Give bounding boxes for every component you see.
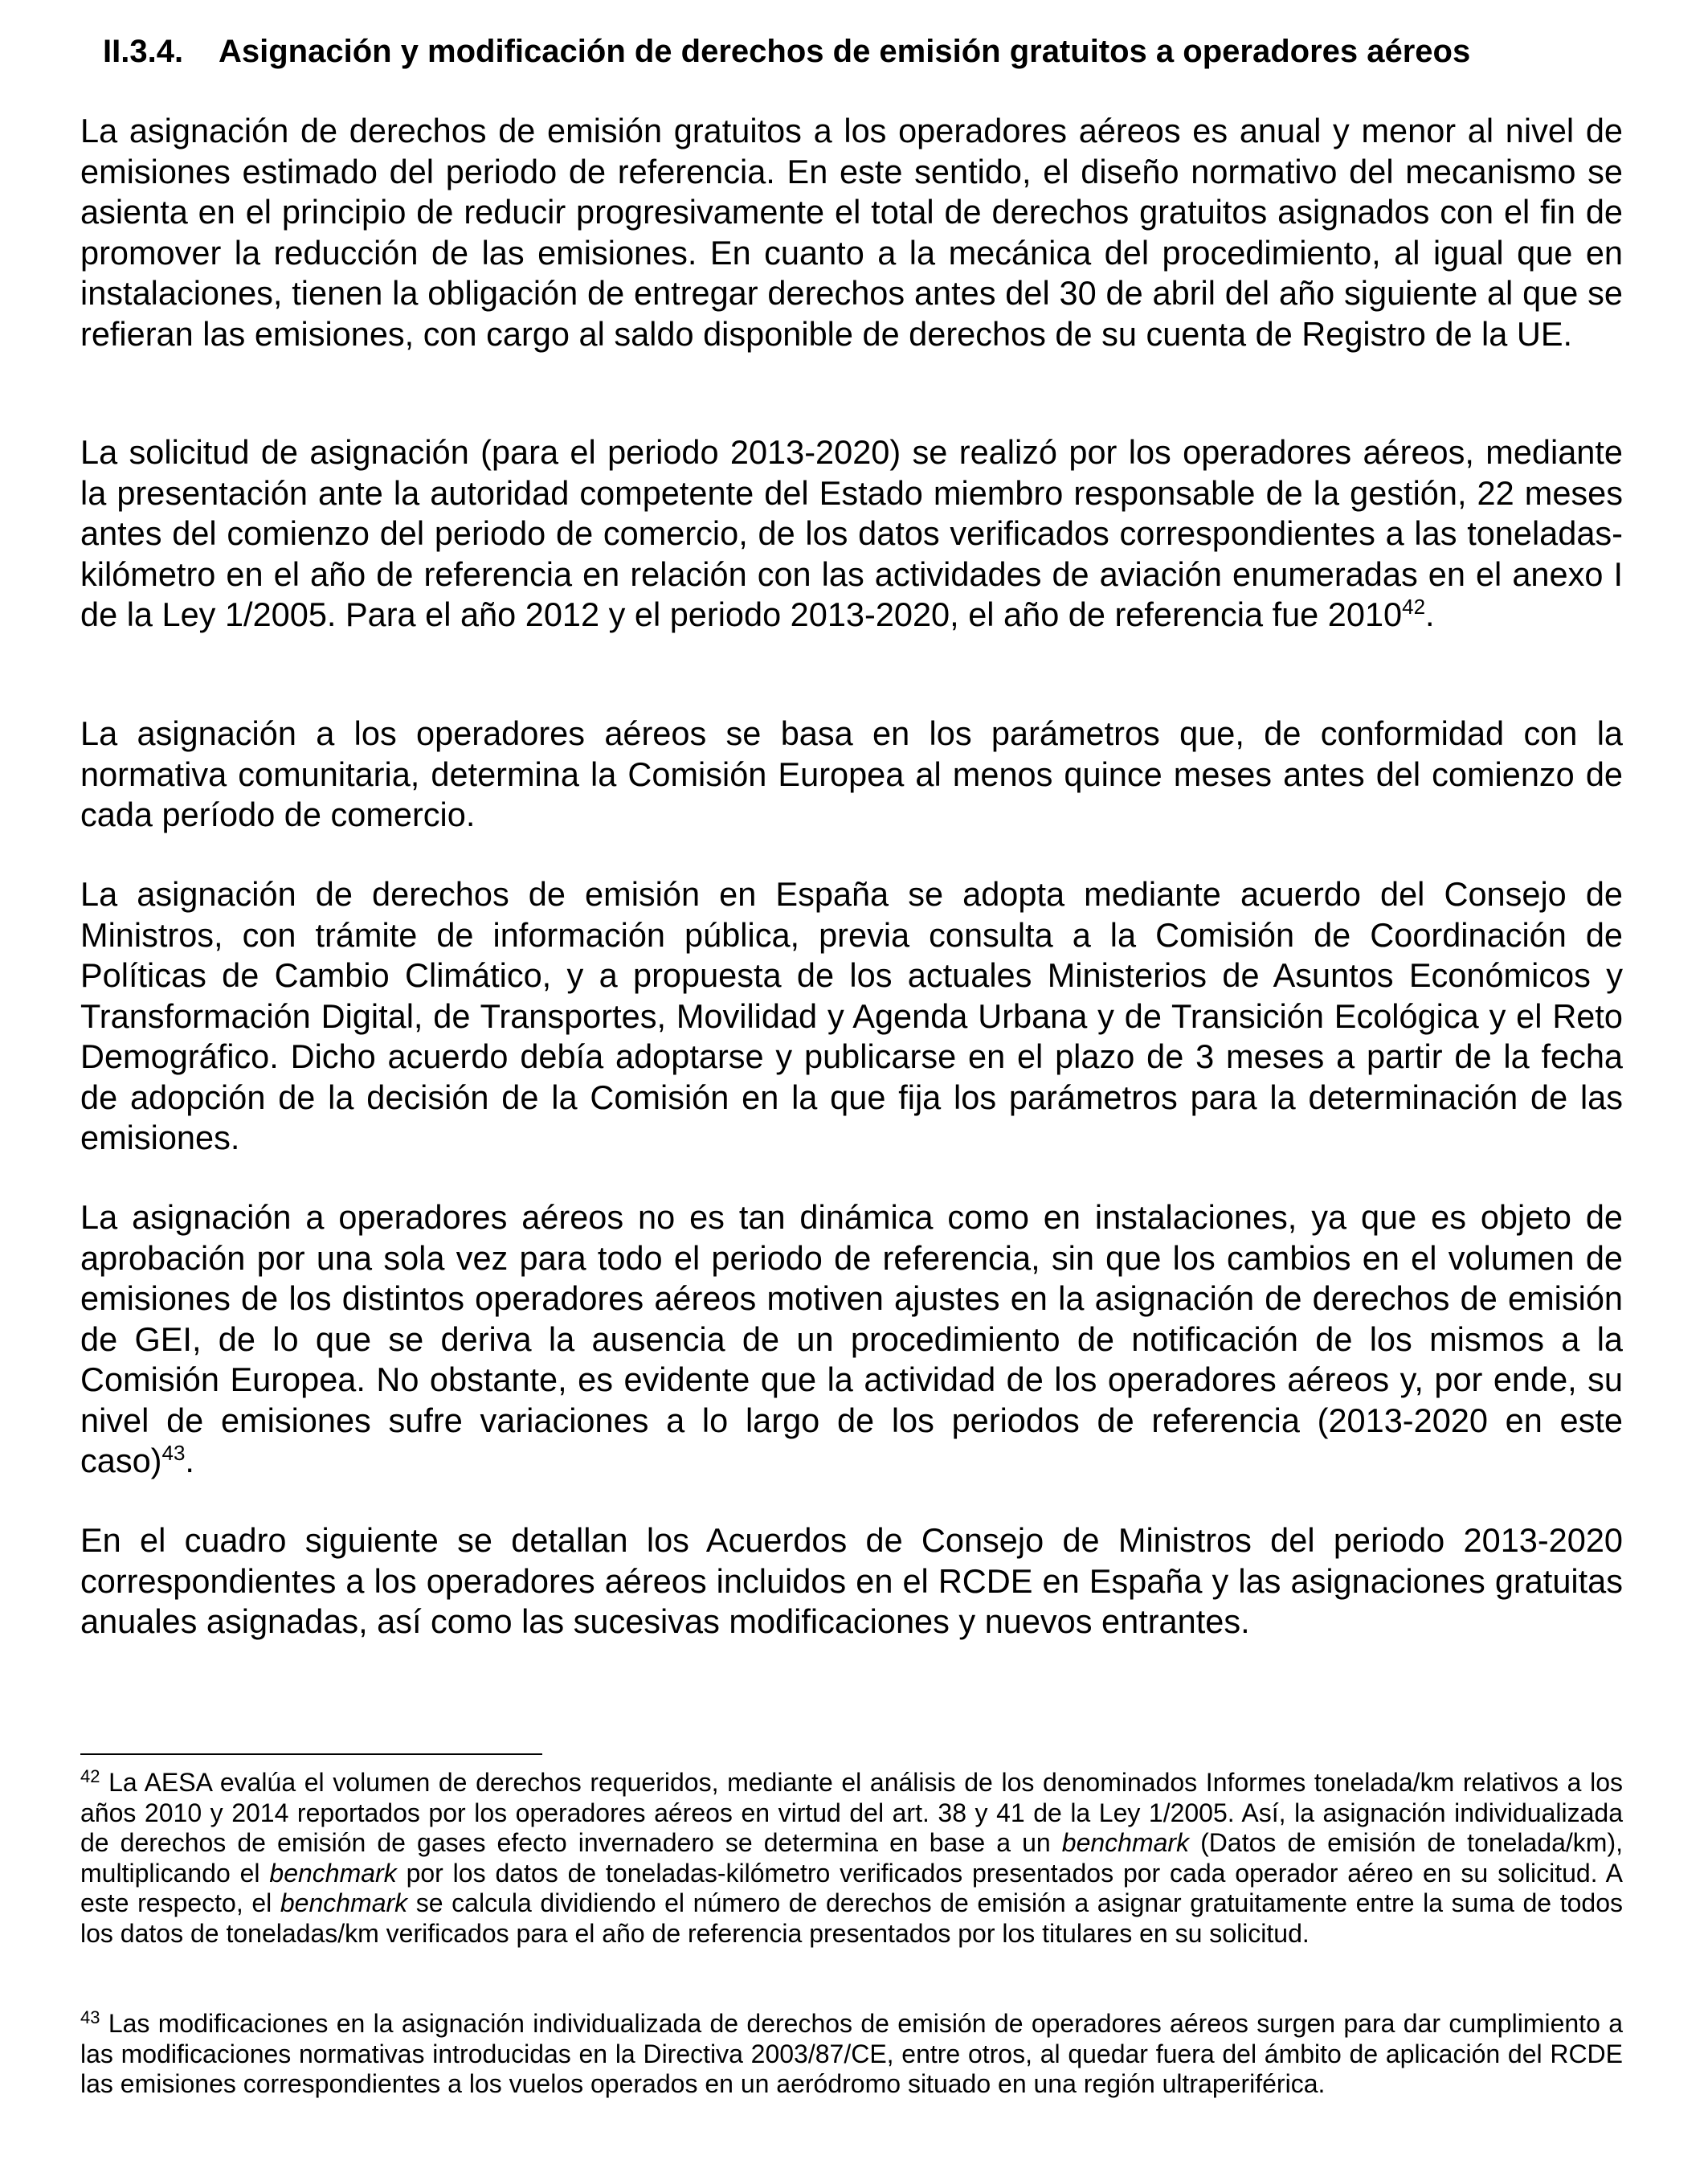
- footnote-42-benchmark-1: benchmark: [1061, 1828, 1190, 1857]
- section-title: Asignación y modificación de derechos de emisión gratuitos a operadores aéreos: [219, 34, 1471, 69]
- footnote-42-part2: (Datos de emisión de tonelada/km), multiplicando el: [80, 1828, 1624, 1888]
- document-page: [80, 0, 1623, 2160]
- footnote-42-marker: 42: [80, 1766, 100, 1786]
- footnote-ref-42[interactable]: 42: [1402, 595, 1426, 619]
- footnote-42-part4: se calcula dividiendo el número de derechos de emisión a asignar gratuitamente entre la suma de todos los datos de toneladas/km verificados para el año de referencia presentados por los titulares en su solicitud.: [80, 1888, 1624, 1948]
- section-heading: [103, 29, 1629, 74]
- paragraph-5-text: La asignación a operadores aéreos no es tan dinámica como en instalaciones, ya que es objeto de aprobación por una sola vez para todo el periodo de referencia, sin que los cambios en el volumen de emisiones de los distintos operadores aéreos motiven ajustes en la asignación de derechos de emisión de GEI, de lo que se deriva la ausencia de un procedimiento de notificación de los mismos a la Comisión Europea. No obstante, es evidente que la actividad de los operadores aéreos y, por ende, su nivel de emisiones sufre variaciones a lo largo de los periodos de referencia (2013-2020 en este caso): [80, 1198, 1623, 1479]
- paragraph-6: En el cuadro siguiente se detallan los Acuerdos de Consejo de Ministros del periodo 2013-2020 correspondientes a los operadores aéreos incluidos en el RCDE en España y las asignaciones gratuitas anuales asignadas, así como las sucesivas modificaciones y nuevos entrantes.: [80, 1521, 1623, 1640]
- paragraph-2-end: .: [1425, 595, 1435, 633]
- footnote-43: [80, 2009, 1623, 2100]
- paragraph-4: La asignación de derechos de emisión en España se adopta mediante acuerdo del Consejo de Ministros, con trámite de información pública, previa consulta a la Comisión de Coordinación de Políticas de Cambio Climático, y a propuesta de los actuales Ministerios de Asuntos Económicos y Transformación Digital, de Transportes, Movilidad y Agenda Urbana y de Transición Ecológica y el Reto Demográfico. Dicho acuerdo debía adoptarse y publicarse en el plazo de 3 meses a partir de la fecha de adopción de la decisión de la Comisión en la que fija los parámetros para la determinación de las emisiones.: [80, 875, 1623, 1156]
- footnote-42-benchmark-2: benchmark: [269, 1858, 397, 1888]
- footnote-42-benchmark-3: benchmark: [280, 1888, 408, 1917]
- paragraph-2-text: La solicitud de asignación (para el periodo 2013-2020) se realizó por los operadores aéreos, mediante la presentación ante la autoridad competente del Estado miembro responsable de la gestión, 22 meses antes del comienzo del periodo de comercio, de los datos verificados correspondientes a las toneladas-kilómetro en el año de referencia en relación con las actividades de aviación enumeradas en el anexo I de la Ley 1/2005. Para el año 2012 y el periodo 2013-2020, el año de referencia fue 2010: [80, 433, 1623, 633]
- footnote-42: [80, 1768, 1623, 1949]
- paragraph-2: [80, 432, 1623, 636]
- footnote-42-part3: por los datos de toneladas-kilómetro verificados presentados por cada operador aéreo en su solicitud. A este respecto, el: [80, 1858, 1624, 1917]
- paragraph-5: [80, 1197, 1623, 1482]
- paragraph-3: La asignación a los operadores aéreos se basa en los parámetros que, de conformidad con la normativa comunitaria, determina la Comisión Europea al menos quince meses antes del comienzo de cada período de comercio.: [80, 714, 1623, 833]
- footnote-43-marker: 43: [80, 2007, 100, 2027]
- footnote-42-part1: La AESA evalúa el volumen de derechos requeridos, mediante el análisis de los denominados Informes tonelada/km relativos a los años 2010 y 2014 reportados por los operadores aéreos en virtud del art. 38 y 41 de la Ley 1/2005. Así, la asignación individualizada de derechos de emisión de gases efecto invernadero se determina en base a un: [80, 1768, 1623, 1857]
- paragraph-5-end: .: [185, 1442, 194, 1479]
- paragraph-1: La asignación de derechos de emisión gratuitos a los operadores aéreos es anual y menor al nivel de emisiones estimado del periodo de referencia. En este sentido, el diseño normativo del mecanismo se asienta en el principio de reducir progresivamente el total de derechos gratuitos asignados con el fin de promover la reducción de las emisiones. En cuanto a la mecánica del procedimiento, al igual que en instalaciones, tienen la obligación de entregar derechos antes del 30 de abril del año siguiente al que se refieran las emisiones, con cargo al saldo disponible de derechos de su cuenta de Registro de la UE.: [80, 112, 1623, 353]
- section-number: II.3.4.: [103, 34, 184, 69]
- footnote-ref-43[interactable]: 43: [161, 1441, 186, 1465]
- footnote-43-text: Las modificaciones en la asignación individualizada de derechos de emisión de operadores aéreos surgen para dar cumplimiento a las modificaciones normativas introducidas en la Directiva 2003/87/CE, entre otros, al quedar fuera del ámbito de aplicación del RCDE las emisiones correspondientes a los vuelos operados en un aeródromo situado en una región ultraperiférica.: [80, 2009, 1623, 2098]
- footnote-separator: [80, 1753, 542, 1755]
